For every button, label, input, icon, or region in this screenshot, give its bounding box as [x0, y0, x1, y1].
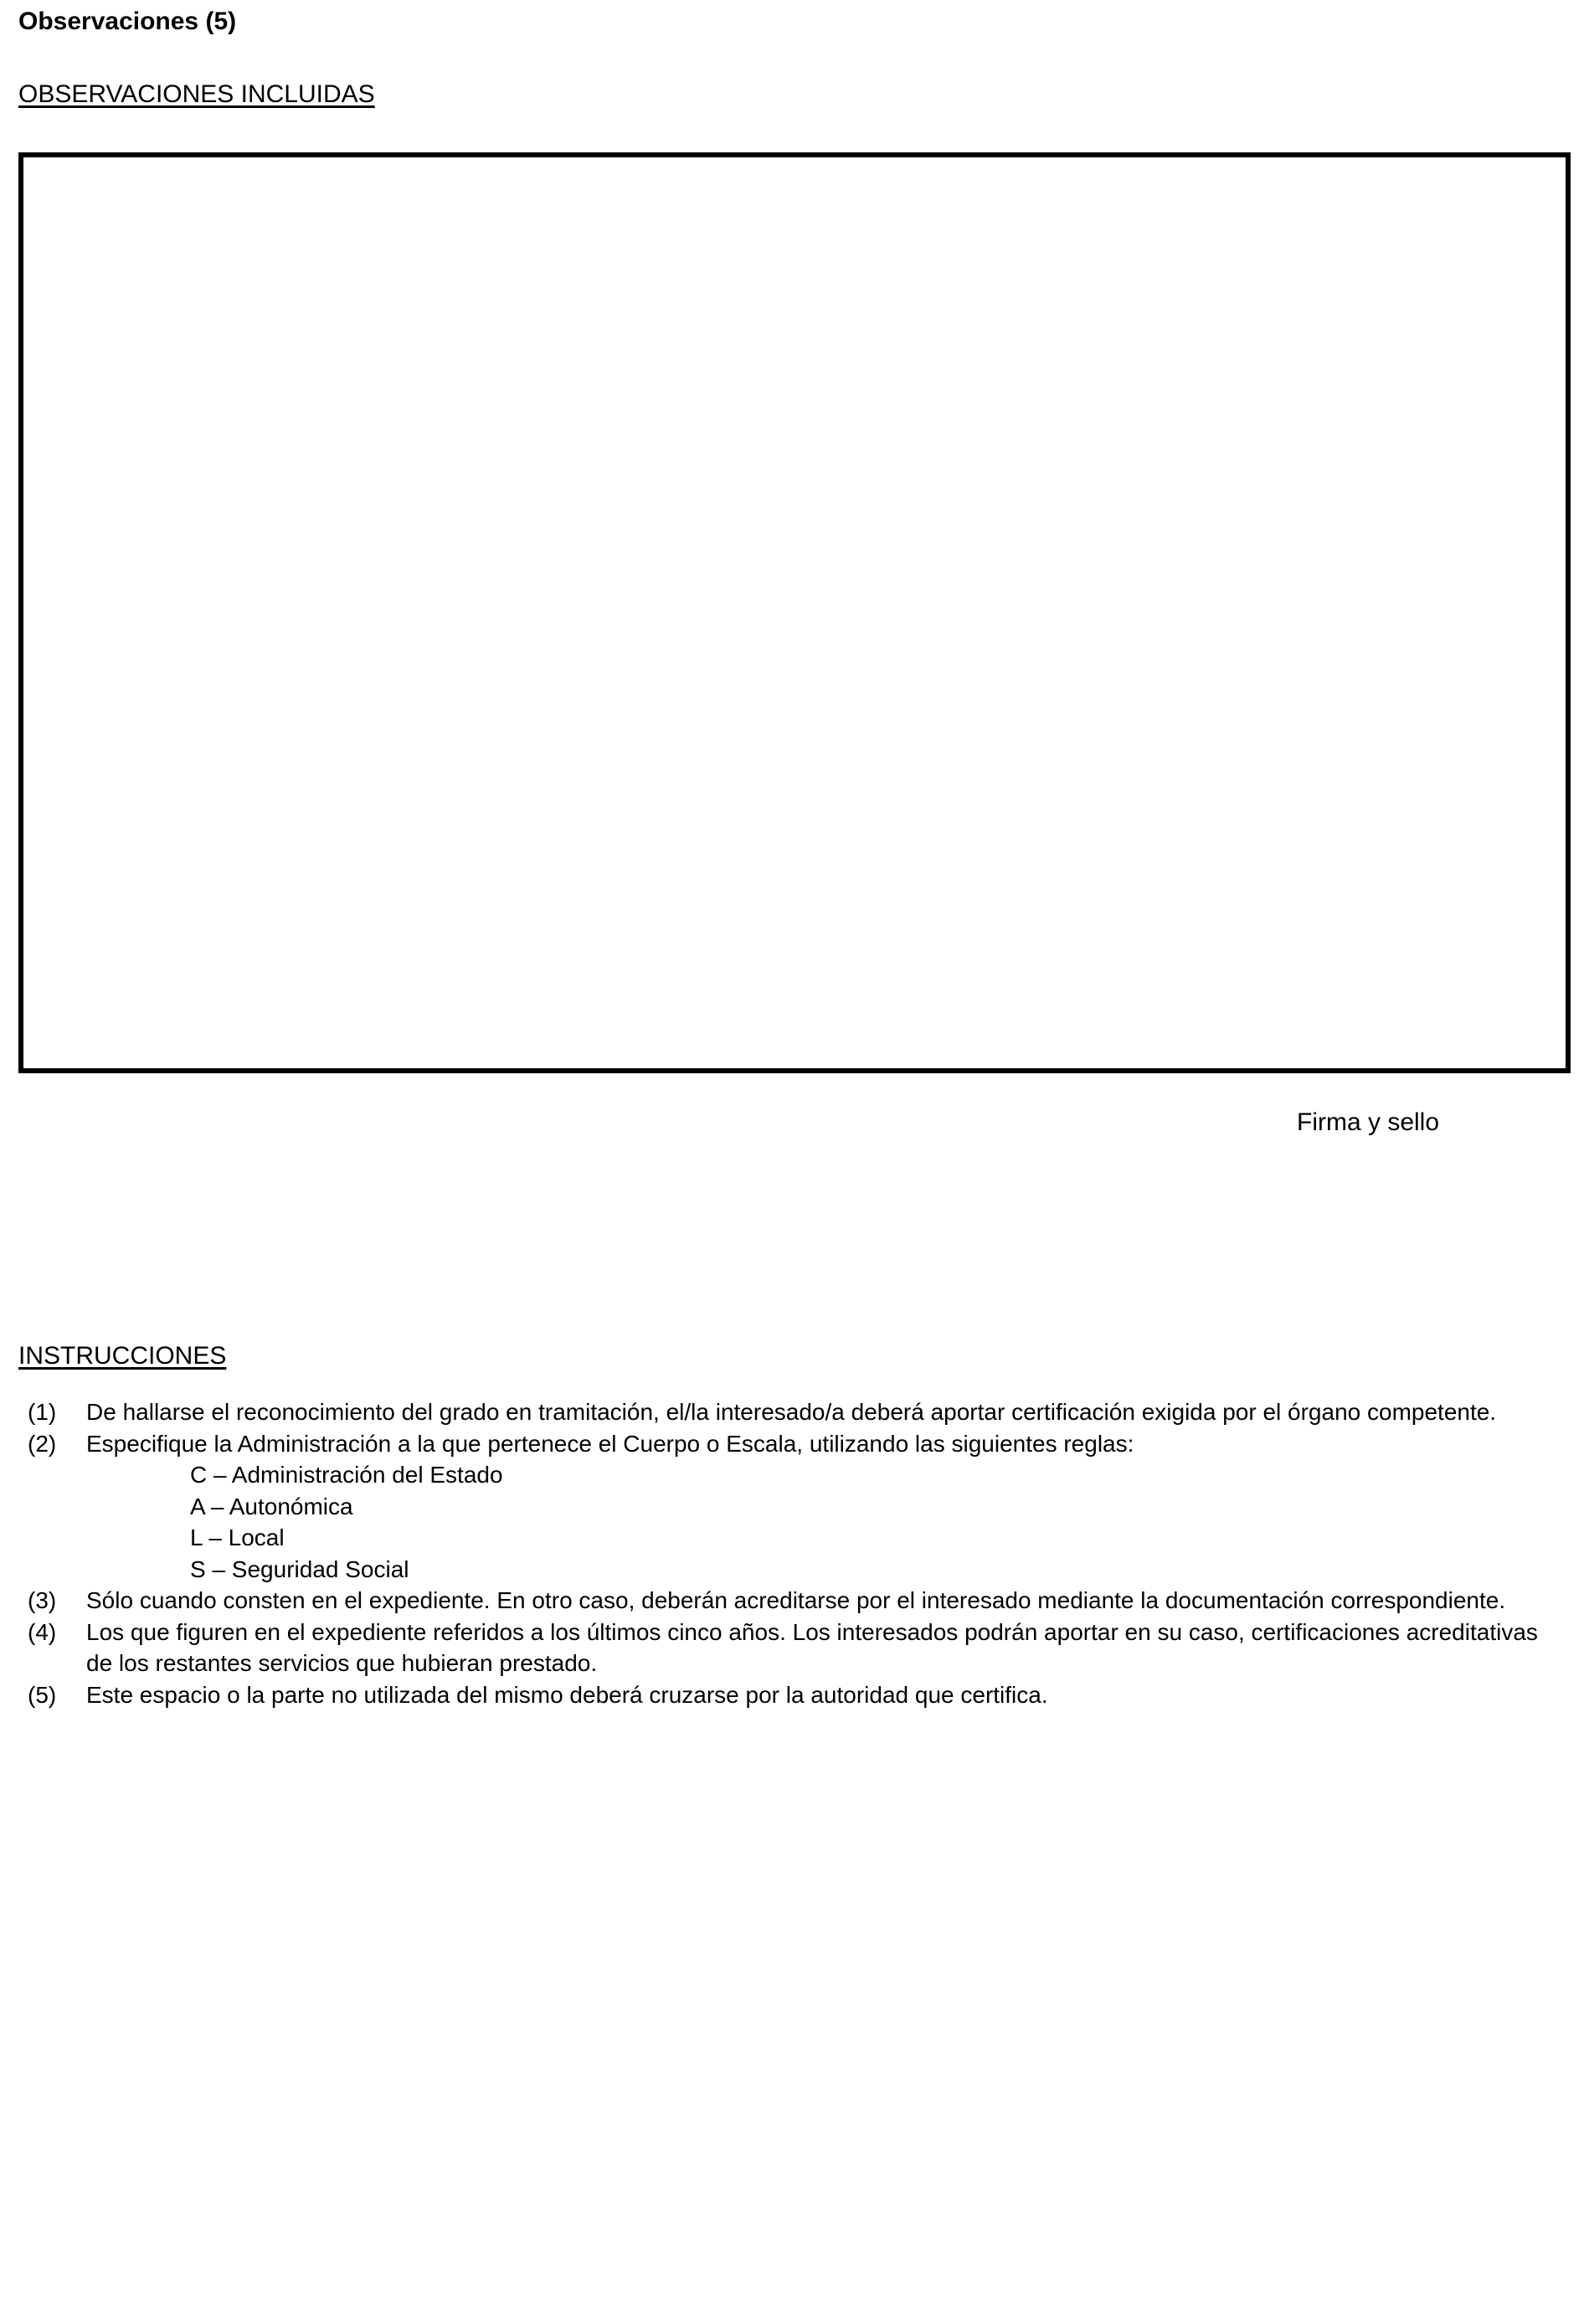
instruction-item-5	[18, 1679, 1567, 1711]
rule-item-a: A – Autonómica	[190, 1493, 353, 1519]
instruction-number: (3)	[28, 1587, 57, 1613]
observations-heading: Observaciones (5)	[18, 8, 237, 35]
instruction-item-2	[18, 1428, 1567, 1460]
instruction-text: De hallarse el reconocimiento del grado en tramitación, el/la interesado/a deberá aportar certificación exigida por el órgano competente.	[86, 1399, 1497, 1425]
rule-item-l: L – Local	[190, 1524, 285, 1550]
instruction-item-4	[18, 1617, 1567, 1679]
instructions-list	[18, 1396, 1567, 1710]
instruction-text: Especifique la Administración a la que pertenece el Cuerpo o Escala, utilizando las siguientes reglas:	[86, 1430, 1134, 1457]
instruction-number: (1)	[28, 1399, 57, 1425]
instruction-item-1	[18, 1396, 1567, 1428]
instruction-number: (4)	[28, 1618, 57, 1645]
rule-item-c: C – Administración del Estado	[190, 1462, 503, 1488]
instruction-text: Sólo cuando consten en el expediente. En otro caso, deberán acreditarse por el interesado mediante la documentación correspondiente.	[86, 1587, 1506, 1613]
instruction-number: (5)	[28, 1681, 57, 1708]
rule-item-s: S – Seguridad Social	[190, 1555, 409, 1582]
signature-label: Firma y sello	[1297, 1108, 1440, 1136]
instruction-text: Este espacio o la parte no utilizada del mismo deberá cruzarse por la autoridad que certifica.	[86, 1681, 1048, 1708]
instructions-title: INSTRUCCIONES	[18, 1342, 227, 1370]
observations-included-heading: OBSERVACIONES INCLUIDAS	[18, 80, 375, 108]
observations-box[interactable]	[18, 152, 1571, 1073]
instruction-item-3	[18, 1585, 1567, 1617]
instruction-number: (2)	[28, 1430, 57, 1457]
instruction-text: Los que figuren en el expediente referidos a los últimos cinco años. Los interesados podrán aportar en su caso, certificaciones acreditativas de los restantes servicios que hubieran prestado.	[86, 1618, 1538, 1676]
